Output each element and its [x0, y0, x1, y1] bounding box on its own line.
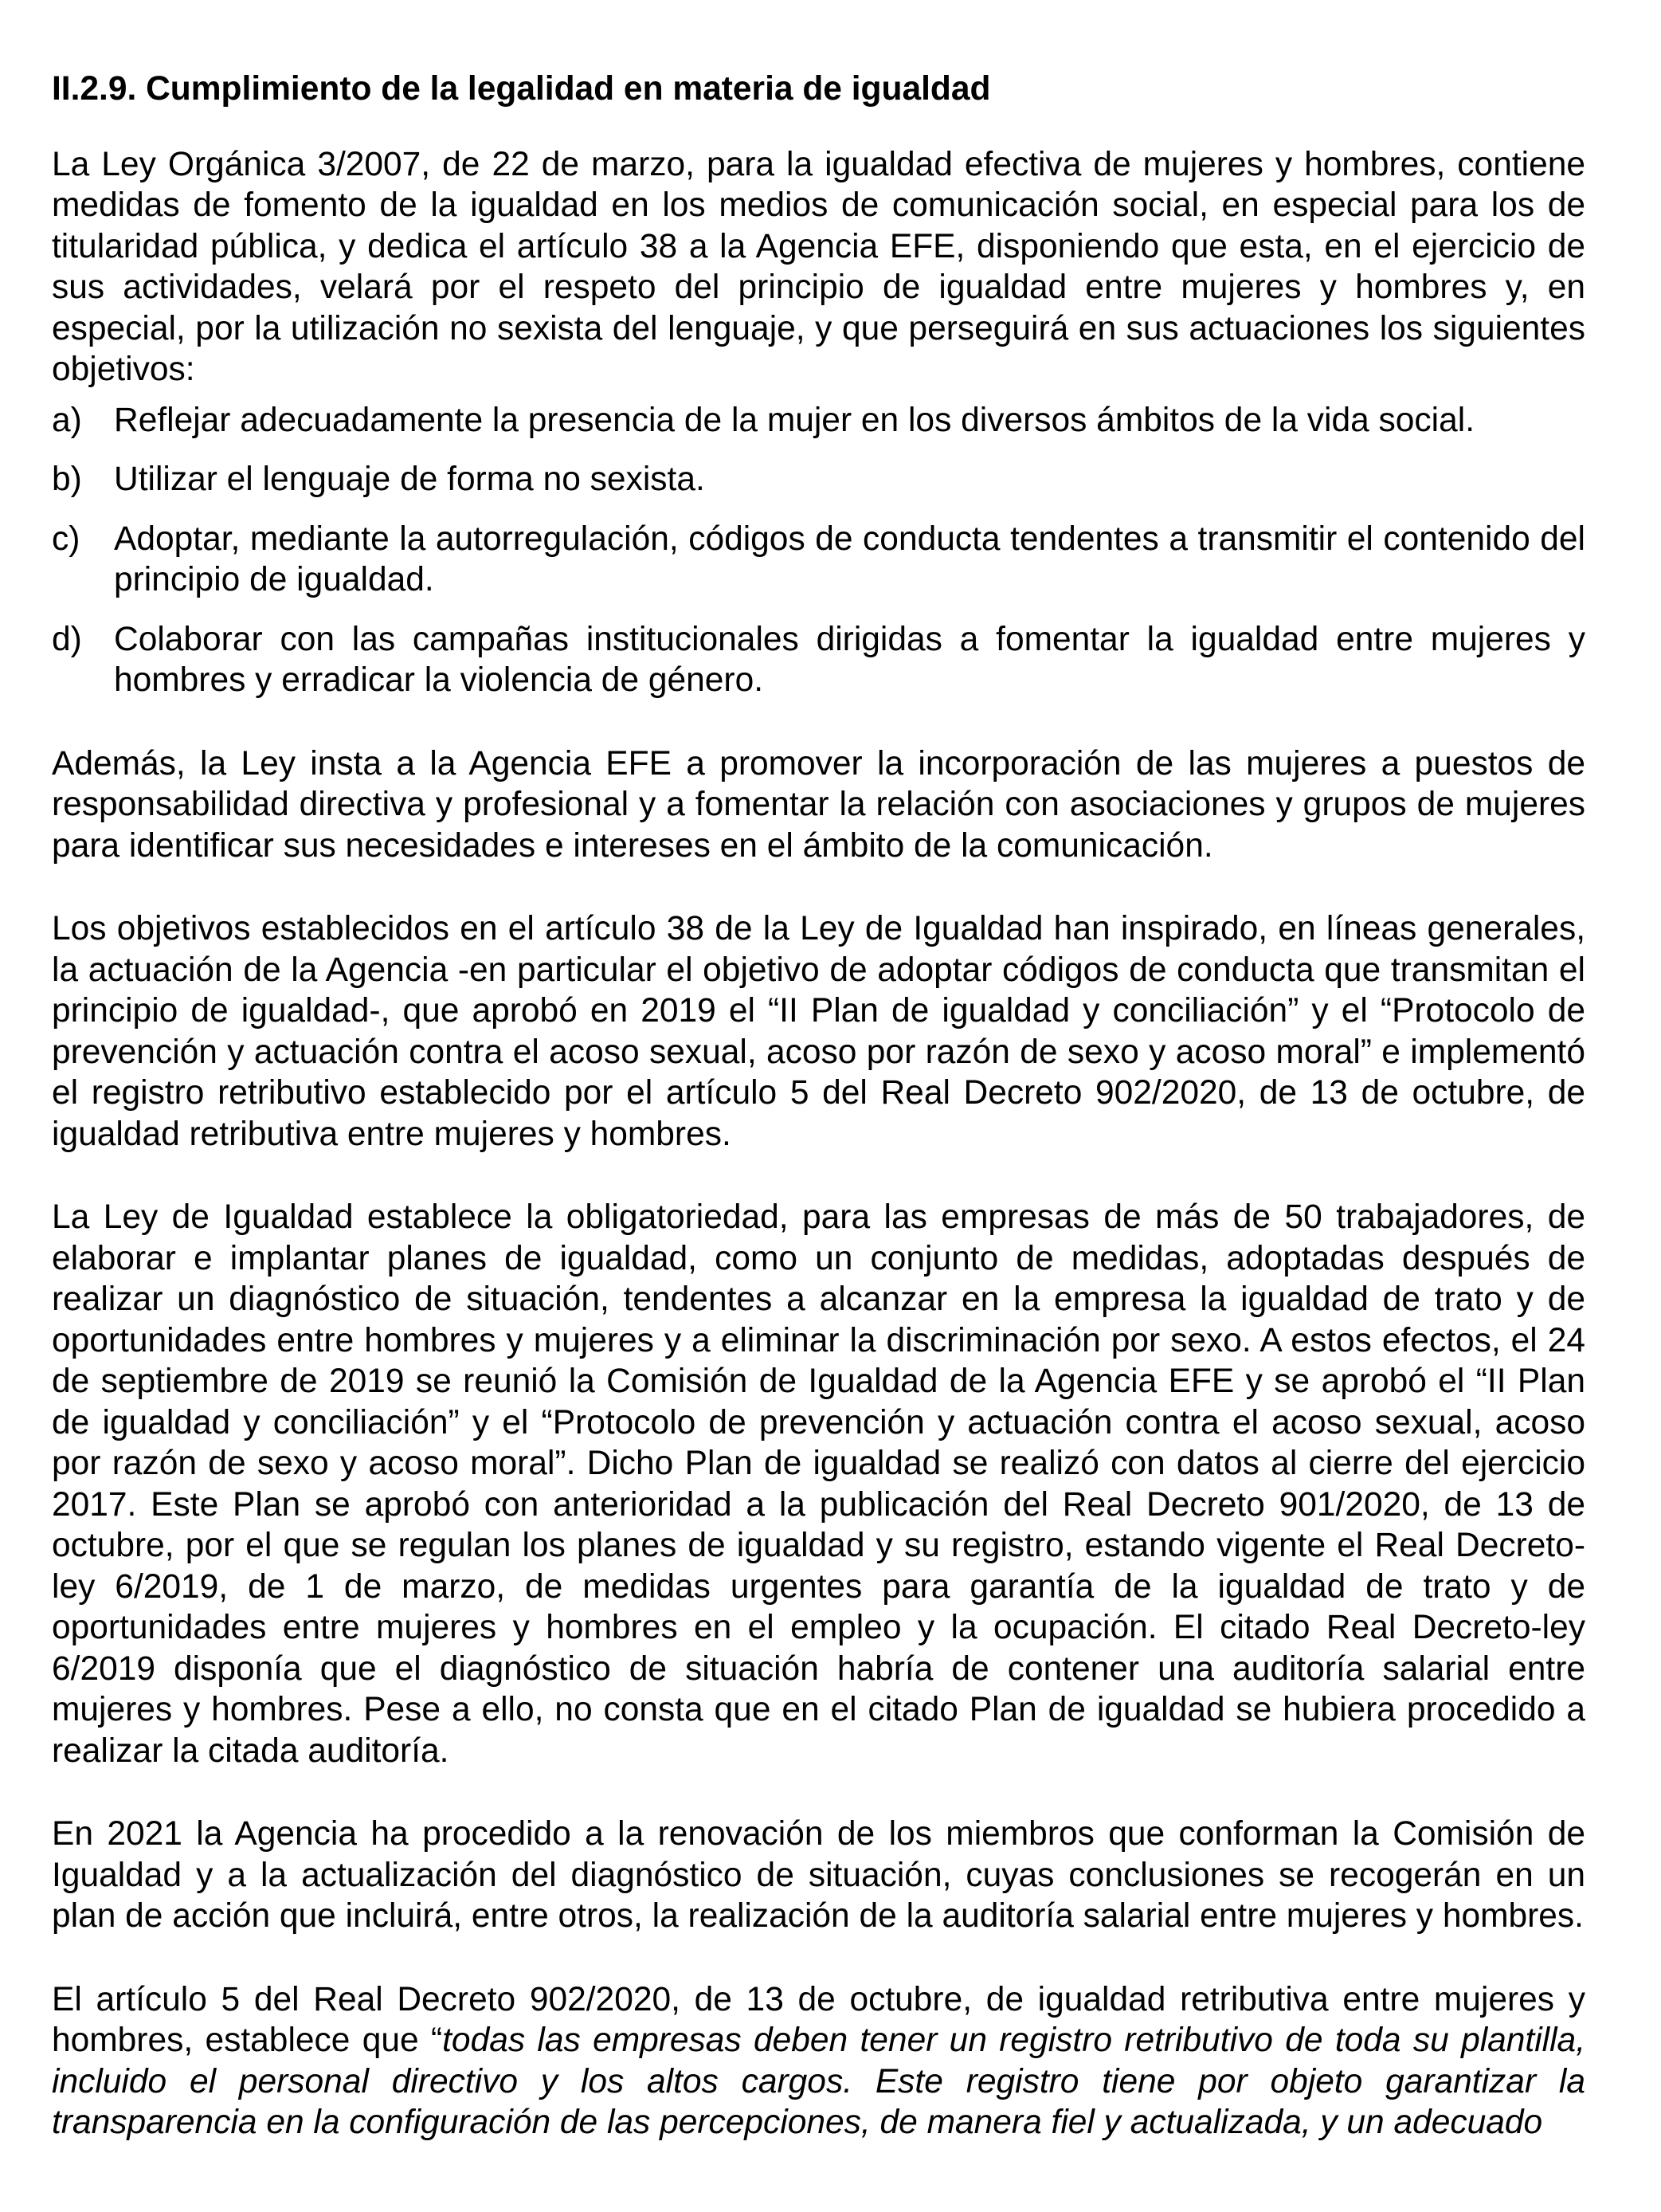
paragraph-2021-renewal: En 2021 la Agencia ha procedido a la renovación de los miembros que conforman la Comisión de Igualdad y a la actualización del diagnóstico de situación, cuyas conclusiones se recogerán en un plan de acción que incluirá, entre otros, la realización de la auditoría salarial entre mujeres y hombres. — [52, 1815, 1585, 1935]
paragraph-leadership: Además, la Ley insta a la Agencia EFE a promover la incorporación de las mujeres a puestos de responsabilidad directiva y profesional y a fomentar la relación con asociaciones y grupos de mujeres para identificar sus necesidades e intereses en el ámbito de la comunicación. — [52, 744, 1585, 865]
paragraph-objectives-implementation: Los objetivos establecidos en el artículo 38 de la Ley de Igualdad han inspirado, en líneas generales, la actuación de la Agencia -en particular el objetivo de adoptar códigos de conducta que transmitan el principio de igualdad-, que aprobó en 2019 el “II Plan de igualdad y conciliación” y el “Protocolo de prevención y actuación contra el acoso sexual, acoso por razón de sexo y acoso moral” e implementó el registro retributivo establecido por el artículo 5 del Real Decreto 902/2020, de 13 de octubre, de igualdad retributiva entre mujeres y hombres. — [52, 910, 1585, 1153]
list-item-text: Reflejar adecuadamente la presencia de la mujer en los diversos ámbitos de la vida social. — [114, 401, 1475, 439]
list-item — [52, 619, 1585, 701]
list-item-text: Utilizar el lenguaje de forma no sexista. — [114, 461, 705, 498]
document-page — [52, 69, 1585, 2143]
list-marker: c) — [52, 520, 80, 558]
list-marker: a) — [52, 401, 82, 439]
list-item — [52, 459, 1585, 500]
list-item-text: Colaborar con las campañas institucionales dirigidas a fomentar la igualdad entre mujeres y hombres y erradicar la violencia de género. — [114, 620, 1585, 699]
section-heading: II.2.9. Cumplimiento de la legalidad en materia de igualdad — [52, 70, 991, 108]
list-marker: d) — [52, 620, 82, 658]
list-marker: b) — [52, 461, 82, 498]
list-item-text: Adoptar, mediante la autorregulación, códigos de conducta tendentes a transmitir el contenido del principio de igualdad. — [114, 520, 1585, 598]
objectives-list — [52, 400, 1585, 701]
list-item — [52, 519, 1585, 601]
pay-register-quote: todas las empresas deben tener un registro retributivo de toda su plantilla, incluido el personal directivo y los altos cargos. Este registro tiene por objeto garantizar la transparencia en la configuración de las percepciones, de manera fiel y actualizada, y un adecuado — [52, 2022, 1586, 2141]
paragraph-equality-plans: La Ley de Igualdad establece la obligatoriedad, para las empresas de más de 50 trabajadores, de elaborar e implantar planes de igualdad, como un conjunto de medidas, adoptadas después de realizar un diagnóstico de situación, tendentes a alcanzar en la empresa la igualdad de trato y de oportunidades entre hombres y mujeres y a eliminar la discriminación por sexo. A estos efectos, el 24 de septiembre de 2019 se reunió la Comisión de Igualdad de la Agencia EFE y se aprobó el “II Plan de igualdad y conciliación” y el “Protocolo de prevención y actuación contra el acoso sexual, acoso por razón de sexo y acoso moral”. Dicho Plan de igualdad se realizó con datos al cierre del ejercicio 2017. Este Plan se aprobó con anterioridad a la publicación del Real Decreto 901/2020, de 13 de octubre, por el que se regulan los planes de igualdad y su registro, estando vigente el Real Decreto-ley 6/2019, de 1 de marzo, de medidas urgentes para garantía de la igualdad de trato y de oportunidades entre mujeres y hombres en el empleo y la ocupación. El citado Real Decreto-ley 6/2019 disponía que el diagnóstico de situación habría de contener una auditoría salarial entre mujeres y hombres. Pese a ello, no consta que en el citado Plan de igualdad se hubiera procedido a realizar la citada auditoría. — [52, 1198, 1585, 1770]
paragraph-pay-register-intro: El artículo 5 del Real Decreto 902/2020, de 13 de octubre, de igualdad retributiva entre mujeres y hombres, establece que “ — [52, 1980, 1585, 2059]
list-item — [52, 400, 1585, 441]
paragraph-law-intro: La Ley Orgánica 3/2007, de 22 de marzo, para la igualdad efectiva de mujeres y hombres, contiene medidas de fomento de la igualdad en los medios de comunicación social, en especial para los de titularidad pública, y dedica el artículo 38 a la Agencia EFE, disponiendo que esta, en el ejercicio de sus actividades, velará por el respeto del principio de igualdad entre mujeres y hombres y, en especial, por la utilización no sexista del lenguaje, y que perseguirá en sus actuaciones los siguientes objetivos: — [52, 145, 1585, 388]
paragraph-pay-register — [52, 1979, 1585, 2143]
